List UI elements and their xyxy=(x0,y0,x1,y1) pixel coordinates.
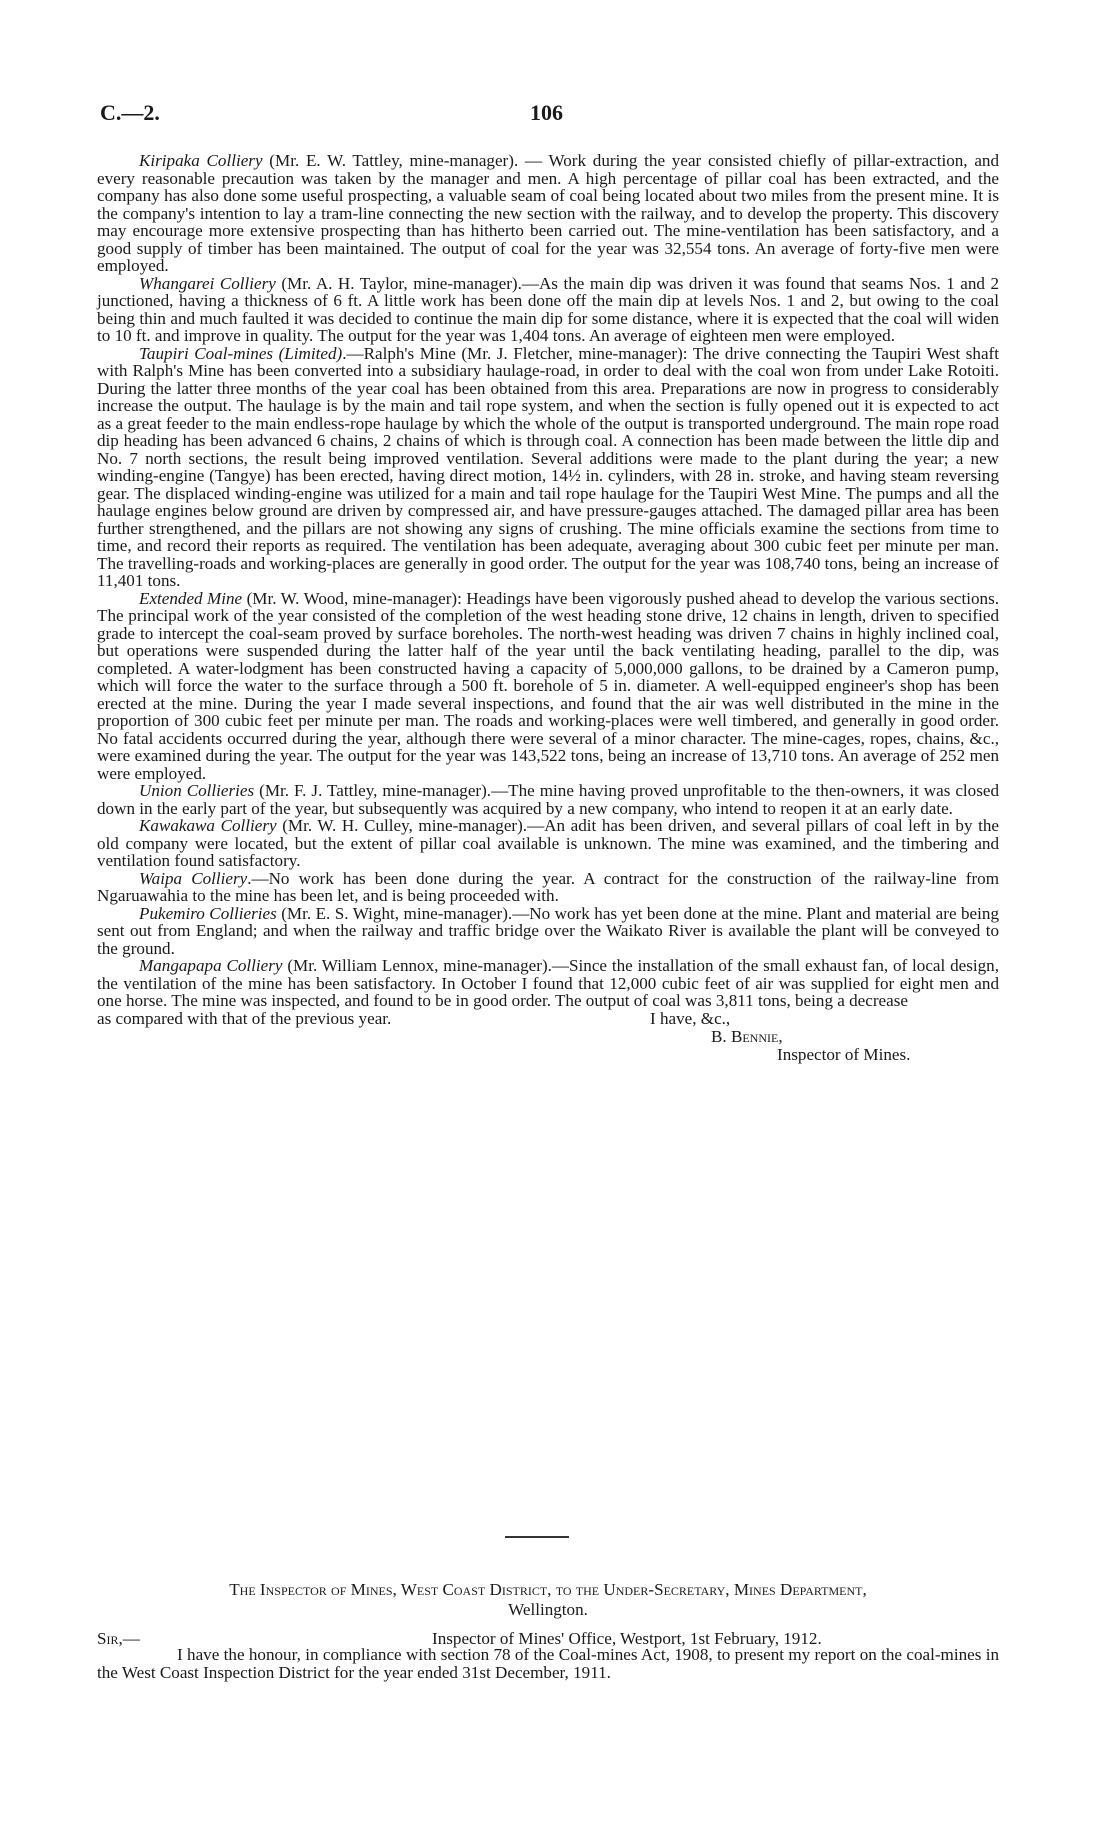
paragraph-text: .—Ralph's Mine (Mr. J. Fletcher, mine-manager): The drive connecting the Taupiri West shaft with Ralph's Mine has been converted into a subsidiary haulage-road, in order to deal with the coal won from under Lake Rotoiti. During the latter three months of the year coal has been obtained from this area. Preparations are now in progress to considerably increase the output. The haulage is by the main and tail rope system, and when the section is fully opened out it is expected to act as a great feeder to the main endless-rope haulage by which the whole of the output is transported underground. The main rope road dip heading has been advanced 6 chains, 2 chains of which is through coal. A connection has been made between the little dip and No. 7 north sections, the result being improved ventilation. Several additions were made to the plant during the year; a new winding-engine (Tangye) has been erected, having direct motion, 14½ in. cylinders, with 28 in. stroke, and having steam reversing gear. The displaced winding-engine was utilized for a main and tail rope haulage for the Taupiri West Mine. The pumps and all the haulage engines below ground are driven by compressed air, and have pressure-gauges attached. The damaged pillar area has been further strengthened, and the pillars are not showing any signs of crushing. The mine officials examine the sections from time to time, and record their reports as required. The ventilation has been adequate, averaging about 300 cubic feet per minute per man. The travelling-roads and working-places are generally in good order. The output for the year was 108,740 tons, being an increase of 11,401 tons. xyxy=(97,343,999,590)
colliery-title: Whangarei Colliery xyxy=(139,273,276,293)
closing-block xyxy=(97,1010,999,1082)
colliery-title: Kiripaka Colliery xyxy=(139,151,263,170)
page-number: 106 xyxy=(530,100,563,125)
letter-heading xyxy=(97,1580,999,1620)
paragraph-whangarei xyxy=(97,275,999,345)
colliery-title: Waipa Colliery xyxy=(139,868,248,888)
paragraph-text: (Mr. W. Wood, mine-manager): Headings have been vigorously pushed ahead to develop the various sections. The principal work of the year consisted of the completion of the west heading stone drive, 12 chains in length, driven to specified grade to intercept the coal-seam proved by surface boreholes. The north-west heading was driven 7 chains in highly inclined coal, but operations were suspended during the latter half of the year until the back ventilating heading, parallel to the dip, was completed. A water-lodgment has been constructed having a capacity of 5,000,000 gallons, to be drained by a Cameron pump, which will force the water to the surface through a 500 ft. borehole of 5 in. diameter. A well-equipped engineer's shop has been erected at the mine. During the year I made several inspections, and found that the air was well distributed in the mine in the proportion of 300 cubic feet per minute per man. The roads and working-places were well timbered, and generally in good order. No fatal accidents occurred during the year, although there were several of a minor character. The mine-cages, ropes, chains, &c., were examined during the year. The output for the year was 143,522 tons, being an increase of 13,710 tons. An average of 252 men were employed. xyxy=(97,588,999,783)
paragraph-mangapapa xyxy=(97,957,999,1010)
colliery-title: Pukemiro Collieries xyxy=(139,903,277,923)
salutation: Sir,— xyxy=(97,1629,140,1648)
paragraph-extended-mine xyxy=(97,590,999,783)
report-body xyxy=(97,152,999,1082)
paragraph-kawakawa xyxy=(97,817,999,870)
colliery-title: Union Collieries xyxy=(139,781,255,800)
paragraph-text: (Mr. A. H. Taylor, mine-manager).—As the main dip was driven it was found that seams Nos. 1 and 2 junctioned, having a thickness of 6 ft. A little work has been done off the main dip at levels Nos. 1 and 2, but owing to the coal being thin and much faulted it was decided to continue the main dip for some distance, where it is expected that the coal will widen to 10 ft. and improve in quality. The output for the year was 1,404 tons. An average of eighteen men were employed. xyxy=(97,273,1000,345)
letter-body: I have the honour, in compliance with section 78 of the Coal-mines Act, 1908, to present my report on the coal-mines in the West Coast Inspection District for the year ended 31st December, 1911. xyxy=(97,1645,999,1682)
closing-greeting: I have, &c., xyxy=(650,1008,731,1028)
paragraph-text: (Mr. W. H. Culley, mine-manager).—An adit has been driven, and several pillars of coal left in by the old company were located, but the extent of pillar coal available is unknown. The mine was examined, and the timbering and ventilation found satisfactory. xyxy=(97,816,1000,870)
colliery-title: Mangapapa Colliery xyxy=(139,956,283,975)
colliery-title: Kawakawa Colliery xyxy=(139,816,277,835)
paragraph-taupiri xyxy=(97,345,999,590)
series-code: C.—2. xyxy=(100,100,160,125)
paragraph-union xyxy=(97,782,999,817)
signature-name: B. Bennie, xyxy=(711,1026,783,1046)
letter-heading-line: The Inspector of Mines, West Coast District, to the Under-Secretary, Mines Department, xyxy=(229,1580,867,1599)
colliery-title: Taupiri Coal-mines (Limited) xyxy=(139,343,343,363)
paragraph-waipa xyxy=(97,870,999,905)
paragraph-pukemiro xyxy=(97,905,999,958)
paragraph-text: (Mr. William Lennox, mine-manager).—Since the installation of the small exhaust fan, of local design, the ventilation of the mine has been satisfactory. In October I found that 12,000 cubic feet of air was supplied for eight men and one horse. The mine was inspected, and found to be in good order. The output of coal was 3,811 tons, being a decrease xyxy=(97,956,999,1010)
paragraph-text: .—No work has been done during the year. A contract for the construction of the railway-line from Ngaruawahia to the mine has been let, and is being proceeded with. xyxy=(97,868,999,905)
office-date-line: Inspector of Mines' Office, Westport, 1st February, 1912. xyxy=(432,1629,822,1648)
section-divider xyxy=(505,1536,569,1538)
signature-role: Inspector of Mines. xyxy=(777,1044,911,1064)
letter-heading-line: Wellington. xyxy=(508,1600,588,1619)
paragraph-text: (Mr. E. W. Tattley, mine-manager). — Work during the year consisted chiefly of pillar-extraction, and every reasonable precaution was taken by the manager and men. A high percentage of pillar coal has been extracted, and the company has also done some useful prospecting, a valuable seam of coal being located about two miles from the present mine. It is the company's intention to lay a tram-line connecting the new section with the railway, and to develop the property. This discovery may encourage more extensive prospecting than has hitherto been carried out. The mine-ventilation has been satisfactory, and a good supply of timber has been maintained. The output of coal for the year was 32,554 tons. An average of forty-five men were employed. xyxy=(97,151,1000,275)
colliery-title: Extended Mine xyxy=(139,588,243,608)
closing-last-line: as compared with that of the previous year. xyxy=(97,1008,392,1028)
paragraph-kiripaka xyxy=(97,152,999,275)
paragraph-text: (Mr. E. S. Wight, mine-manager).—No work has yet been done at the mine. Plant and material are being sent out from England; and when the railway and traffic bridge over the Waikato River is available the plant will be conveyed to the ground. xyxy=(97,903,999,958)
paragraph-text: (Mr. F. J. Tattley, mine-manager).—The mine having proved unprofitable to the then-owners, it was closed down in the early part of the year, but subsequently was acquired by a new company, who intend to reopen it at an early date. xyxy=(97,781,999,818)
